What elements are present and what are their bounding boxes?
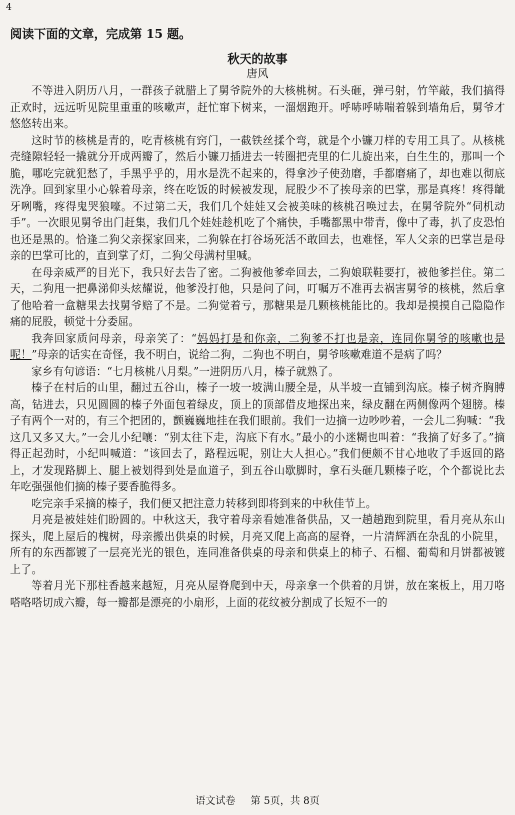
paragraph: 月亮是被娃娃们盼圆的。中秋这天，我守着母亲看她准备供品，又一趟趟跑到院里，看月亮从东山探头，爬上屋后的槐树，母亲搬出供桌的时候，月亮又爬上高高的屋脊，一片清辉洒在杂乱的小院里，所有的东西都镀了一层亮光光的银色，连同准备供桌的母亲和供桌上的柿子、石榴、葡萄和月饼都被镀上了。 [10,513,505,576]
underlined-quote: 妈妈打是和你亲，二狗爹不打也是亲，连同你舅爷的咳嗽也是呢！ [10,331,506,361]
paragraph: 吃完亲手采摘的榛子，我们便又把注意力转移到即将到来的中秋佳节上。 [31,496,377,510]
question-instruction: 阅读下面的文章，完成第 15 题。 [10,27,192,41]
footer-exam-name: 语文试卷 [195,796,236,807]
article-author: 唐风 [246,67,269,80]
paragraph: 在母亲威严的目光下，我只好去告了密。二狗被他爹牵回去，二狗娘联鞋要打，被他爹拦住。第二天，二狗甩一把鼻涕仰头炫耀说，他爹没打他，只是问了问，叮嘱万不准再去祸害舅爷的核桃，然后拿了他哈着一盒糖果去找舅爷赔了不是。二狗觉着亏，那糖果是几颗核桃能比的。我却是摸摸自己隐隐作痛的屁股，顿觉十分委屈。 [10,265,505,328]
article-body [10,83,505,611]
paragraph-with-underlined-quote: 我奔回家质问母亲，母亲笑了：“妈妈打是和你亲，二狗爹不打也是亲，连同你舅爷的咳嗽也是呢！”母亲的话实在奇怪，我不明白，说给二狗，二狗也不明白，舅爷咳嗽难道不是病了吗？ [10,331,506,361]
paragraph: 不等进入阴历八月，一群孩子就腊上了舅爷院外的大核桃树。石头砸，弹弓射，竹竿敲，我们搞得正欢时，远远听见院里重重的咳嗽声，赶忙窜下树来，一溜烟跑开。呼哧呼哧喘着躲到墙角后，舅爷才悠悠转出来。 [10,84,505,130]
article-title: 秋天的故事 [227,52,288,66]
page-corner-mark: 4 [6,3,12,13]
paragraph: 等着月光下那柱香越来越短，月亮从屋脊爬到中天，母亲拿一个供着的月饼，放在案板上，用刀咯嗒咯嗒切成六瓣，每一瓣都是漂亮的小扇形，上面的花纹被分割成了长短不一的 [10,579,505,609]
footer-page-number: 第 5页，共 8页 [250,796,320,807]
paragraph: 这时节的核桃是青的，吃青核桃有窍门，一截铁丝揉个弯，就是个小镰刀样的专用工具了。从核桃壳缝隙轻轻一撬就分开成两瓣了，然后小镰刀插进去一转圈把壳里的仁儿旋出来，白生生的，那叫一个脆，哪吃完就犯愁了，手黑乎乎的，用水是洗不起来的，得拿沙子使劲磨，手都磨痛了，却也难以彻底洗净。回到家里小心躲着母亲，终在吃饭的时候被发现，屁股少不了挨母亲的巴掌，那是真疼！疼得龇牙咧嘴，疼得鬼哭狼嚎。不过第二天，我们几个娃娃又会被美味的核桃召唤过去，在舅爷院外“伺机动手”。一次眼见舅爷出门赶集，我们几个娃娃趁机吃了个痛快，手嘴都黑中带青，像中了毒，扒了皮恐怕也还是黑的。恰逢二狗父亲探家回来，二狗躲在打谷场死活不敢回去，也难怪，军人父亲的巴掌岂是母亲的巴掌可比的，直到掌了灯，二狗父母满村里喊。 [10,133,505,262]
paragraph: 家乡有句谚语：“七月核桃八月梨。”一进阴历八月，榛子就熟了。 [31,364,340,378]
page-footer [0,795,515,809]
paragraph: 榛子在村后的山里，翻过五谷山，榛子一坡一坡满山腰全是，从半坡一直铺到沟底。榛子树齐胸膊高，钻进去，只见圆圆的榛子外面包着绿皮，顶上的顶部借皮地探出来，绿皮翻在两侧像两个翅膀。榛子有两个一对的，有三个把团的，颤巍巍地挂在我们眼前。我们一边摘一边吵吵着，一会儿二狗喊：“我这几又多又大。”一会儿小纪嚷：“别太往下走，沟底下有水。”最小的小迷糊也叫着：“我摘了好多了。”摘得正起劲时，小纪叫喊道：“该回去了，路程远呢，别让大人担心。”我们便颇不甘心地收了手返回的路上，才发现路脚上、腿上被划得到处是血道子，到五谷山歇脚时，拿石头砸几颗榛子吃，个个都说比去年吃强强他们摘的榛子要香脆得多。 [10,381,505,493]
